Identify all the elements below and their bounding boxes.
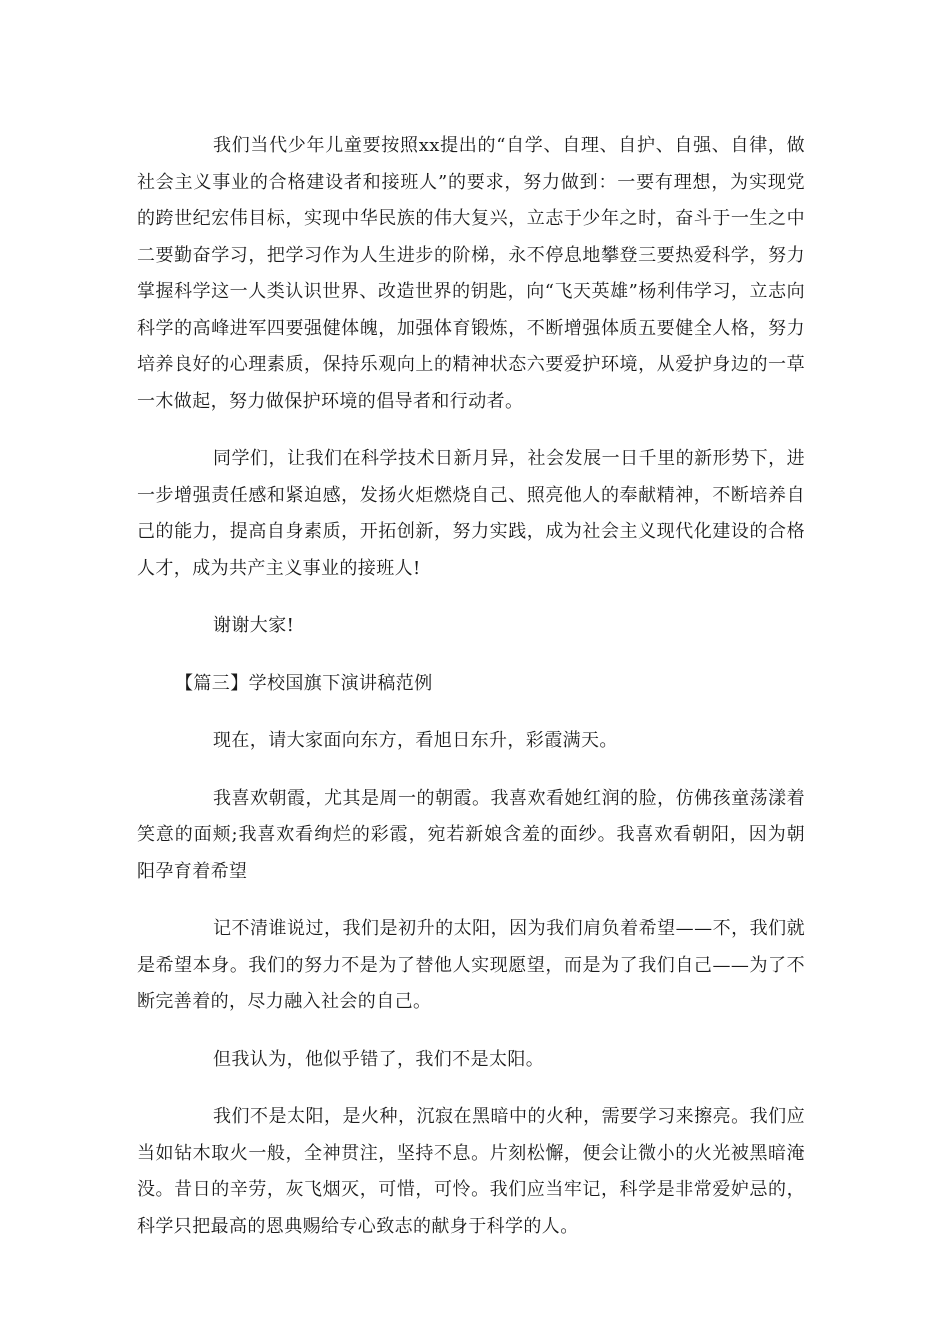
paragraph-spark: 我们不是太阳，是火种，沉寂在黑暗中的火种，需要学习来擦亮。我们应当如钻木取火一般，全神贯注，坚持不息。片刻松懈，便会让微小的火光被黑暗淹没。昔日的辛劳，灰飞烟灭，可惜，可怜。我们应当牢记，科学是非常爱妒忌的，科学只把最高的恩典赐给专心致志的献身于科学的人。 (137, 1106, 805, 1237)
section-heading: 【篇三】学校国旗下演讲稿范例 (175, 672, 433, 694)
document-body (137, 128, 805, 1266)
paragraph-rising-sun: 记不清谁说过，我们是初升的太阳，因为我们肩负着希望——不，我们就是希望本身。我们的努力不是为了替他人实现愿望，而是为了我们自己——为了不断完善着的，尽力融入社会的自己。 (137, 918, 805, 1012)
paragraph-classmates-call: 同学们，让我们在科学技术日新月异，社会发展一日千里的新形势下，进一步增强责任感和紧迫感，发扬火炬燃烧自己、照亮他人的奉献精神，不断培养自己的能力，提高自身素质，开拓创新，努力实践，成为社会主义现代化建设的合格人才，成为共产主义事业的接班人! (137, 448, 805, 579)
paragraph-thanks: 谢谢大家! (213, 615, 295, 636)
paragraph-youth-goals: 我们当代少年儿童要按照xx提出的“自学、自理、自护、自强、自律，做社会主义事业的合格建设者和接班人”的要求，努力做到：一要有理想，为实现党的跨世纪宏伟目标，实现中华民族的伟大复兴，立志于少年之时，奋斗于一生之中二要勤奋学习，把学习作为人生进步的阶梯，永不停息地攀登三要热爱科学，努力掌握科学这一人类认识世界、改造世界的钥匙，向“飞天英雄”杨利伟学习，立志向科学的高峰进军四要强健体魄，加强体育锻炼，不断增强体质五要健全人格，努力培养良好的心理素质，保持乐观向上的精神状态六要爱护环境，从爱护身边的一草一木做起，努力做保护环境的倡导者和行动者。 (137, 135, 805, 412)
paragraph-face-east: 现在，请大家面向东方，看旭日东升，彩霞满天。 (213, 730, 618, 751)
paragraph-morning-glow: 我喜欢朝霞，尤其是周一的朝霞。我喜欢看她红润的脸，仿佛孩童荡漾着笑意的面颊;我喜欢看绚烂的彩霞，宛若新娘含羞的面纱。我喜欢看朝阳，因为朝阳孕育着希望 (137, 787, 805, 882)
paragraph-not-sun: 但我认为，他似乎错了，我们不是太阳。 (213, 1048, 545, 1070)
